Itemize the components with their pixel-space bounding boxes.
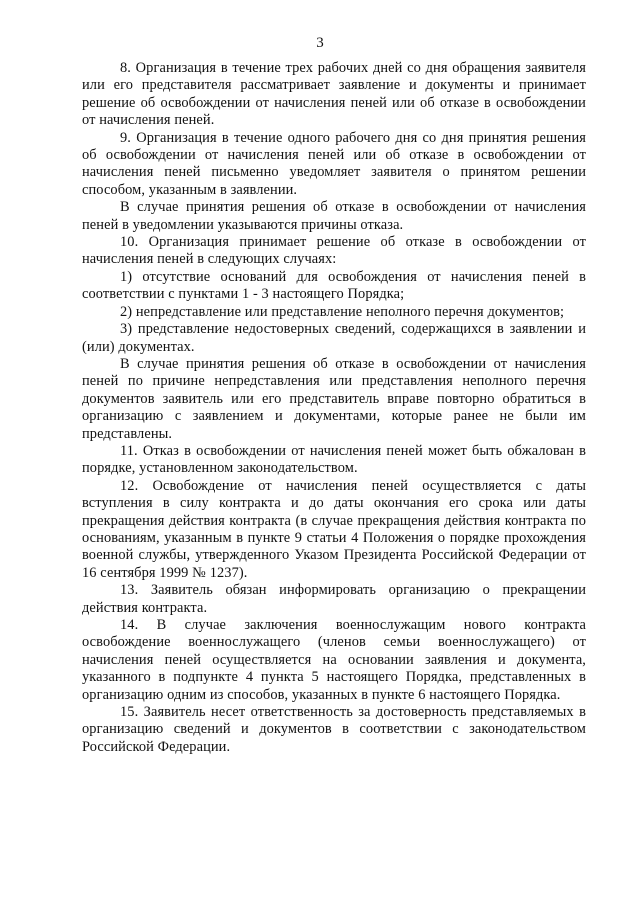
- page-number: 3: [316, 35, 324, 51]
- paragraph-10-resubmission-note: В случае принятия решения об отказе в освобождении от начисления пеней по причине непредставления или представления неполного перечня документов заявитель или его представитель вправе повторно обратиться в организацию с заявлением и документами, которые ранее не были им представлены.: [82, 355, 586, 442]
- paragraph-9: 9. Организация в течение одного рабочего дня со дня принятия решения об освобождении от начисления пеней или об отказе в освобождении от начисления пеней письменно уведомляет заявителя о принятом решении способом, указанным в заявлении.: [82, 129, 586, 198]
- paragraph-11: 11. Отказ в освобождении от начисления пеней может быть обжалован в порядке, установленном законодательством.: [82, 442, 586, 477]
- paragraph-8: 8. Организация в течение трех рабочих дней со дня обращения заявителя или его представителя рассматривает заявление и документы и принимает решение об освобождении от начисления пеней или об отказе в освобождении от начисления пеней.: [82, 60, 586, 129]
- document-body: [82, 60, 586, 756]
- paragraph-9-refusal-note: В случае принятия решения об отказе в освобождении от начисления пеней в уведомлении указываются причины отказа.: [82, 199, 586, 233]
- list-item-2: 2) непредставление или представление неполного перечня документов;: [120, 303, 565, 320]
- paragraph-15: 15. Заявитель несет ответственность за достоверность представляемых в организацию сведений и документов в соответствии с законодательством Российской Федерации.: [82, 704, 586, 755]
- list-item-3: 3) представление недостоверных сведений, содержащихся в заявлении и (или) документах.: [82, 321, 586, 355]
- paragraph-13: 13. Заявитель обязан информировать организацию о прекращении действия контракта.: [82, 582, 586, 616]
- list-item-1: 1) отсутствие оснований для освобождения от начисления пеней в соответствии с пунктами 1 - 3 настоящего Порядка;: [82, 268, 586, 303]
- paragraph-12: 12. Освобождение от начисления пеней осуществляется с даты вступления в силу контракта и до даты окончания его срока или даты прекращения действия контракта (в случае прекращения действия контракта по основаниям, указанным в пункте 9 статьи 4 Положения о порядке прохождения военной службы, утвержденного Указом Президента Российской Федерации от 16 сентября 1999 № 1237).: [82, 477, 586, 581]
- paragraph-14: 14. В случае заключения военнослужащим нового контракта освобождение военнослужащего (членов семьи военнослужащего) от начисления пеней осуществляется на основании заявления и документа, указанного в подпункте 4 пункта 5 настоящего Порядка, представленных в организацию одним из способов, указанных в пункте 6 настоящего Порядка.: [82, 617, 586, 703]
- paragraph-10: 10. Организация принимает решение об отказе в освобождении от начисления пеней в следующих случаях:: [82, 234, 586, 268]
